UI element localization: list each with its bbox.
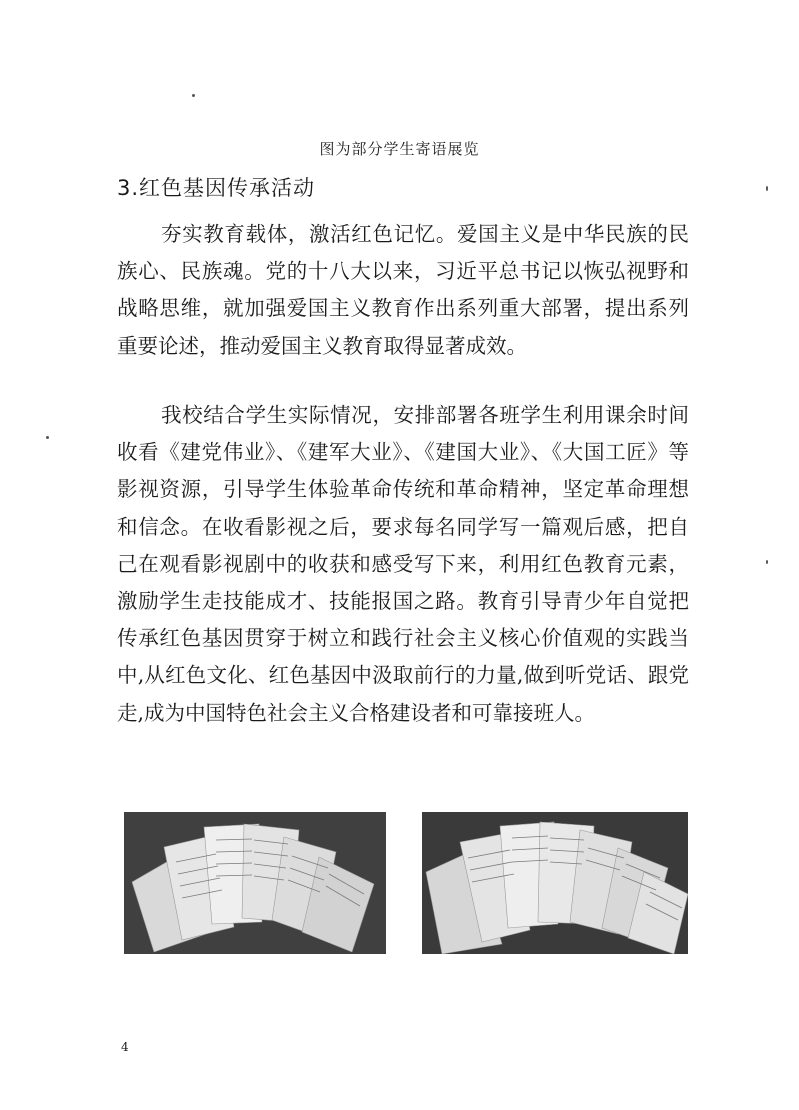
scan-speck xyxy=(766,186,768,191)
essay-photo-left xyxy=(124,812,386,954)
scan-speck xyxy=(46,436,49,439)
photo-caption: 图为部分学生寄语展览 xyxy=(319,140,480,158)
essay-photo-right xyxy=(422,812,688,954)
scan-speck xyxy=(766,560,768,564)
paragraph-1: 夯实教育载体，激活红色记忆。爱国主义是中华民族的民族心、民族魂。党的十八大以来，习近平总书记以恢弘视野和战略思维，就加强爱国主义教育作出系列重大部署，提出系列重要论述，推动爱国主义教育取得显著成效。 xyxy=(117,222,689,358)
scan-speck xyxy=(192,94,195,97)
page-number: 4 xyxy=(121,1040,129,1054)
section-heading: 3.红色基因传承活动 xyxy=(117,176,316,200)
paragraph-2: 我校结合学生实际情况，安排部署各班学生利用课余时间收看《建党伟业》、《建军大业》、《建国大业》、《大国工匠》等影视资源，引导学生体验革命传统和革命精神，坚定革命理想和信念。在收看影视之后，要求每名同学写一篇观后感，把自己在观看影视剧中的收获和感受写下来，利用红色教育元素，激励学生走技能成才、技能报国之路。教育引导青少年自觉把传承红色基因贯穿于树立和践行社会主义核心价值观的实践当中,从红色文化、红色基因中汲取前行的力量,做到听党话、跟党走,成为中国特色社会主义合格建设者和可靠接班人。 xyxy=(117,403,689,725)
